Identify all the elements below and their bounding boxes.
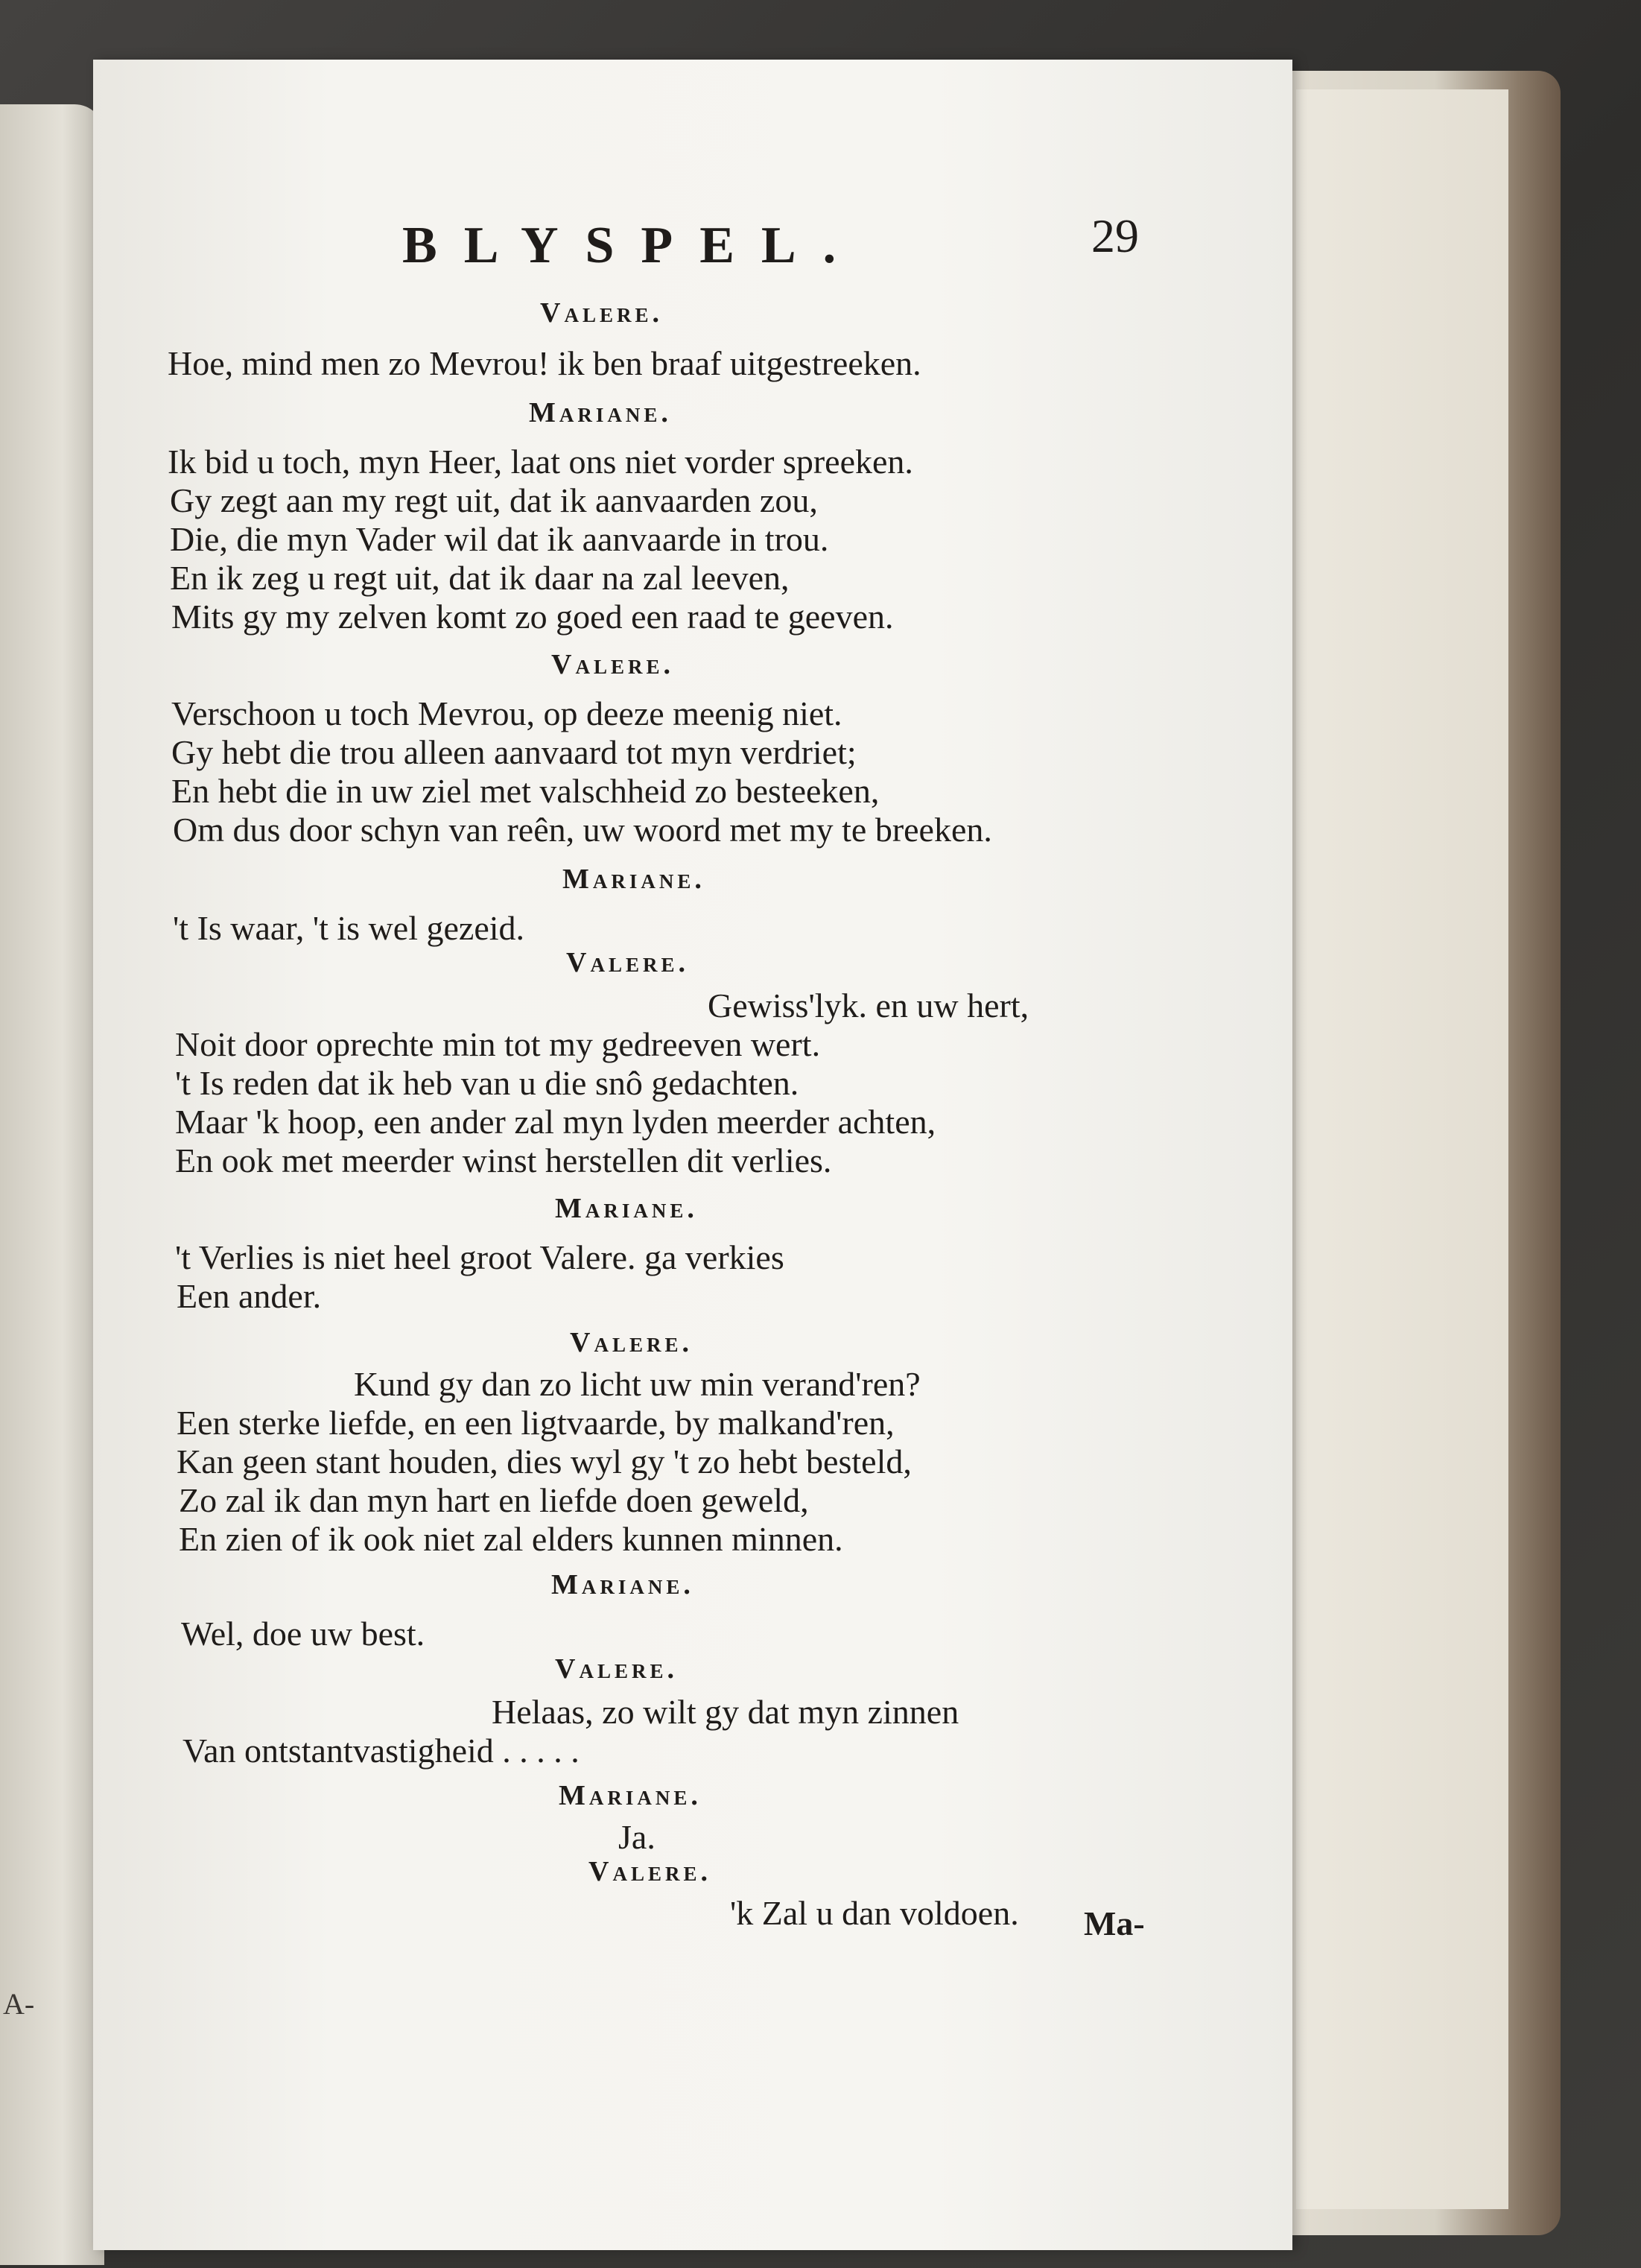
verse-line: 't Verlies is niet heel groot Valere. ga verkies [175, 1238, 784, 1276]
verse-line: En zien of ik ook niet zal elders kunnen minnen. [179, 1520, 843, 1558]
verse-line: Een ander. [177, 1277, 322, 1315]
verse-line: Gy hebt die trou alleen aanvaard tot myn verdriet; [171, 733, 857, 771]
verse-line: 't Is waar, 't is wel gezeid. [173, 909, 525, 947]
speaker-heading: Valere. [555, 1653, 678, 1685]
left-page-fragment: A- [3, 1987, 35, 2021]
verse-line: Noit door oprechte min tot my gedreeven wert. [175, 1025, 821, 1063]
catchword: Ma- [1084, 1904, 1145, 1942]
verse-line: 't Is reden dat ik heb van u die snô gedachten. [175, 1064, 799, 1102]
verse-line: Kan geen stant houden, dies wyl gy 't zo hebt besteld, [177, 1442, 912, 1480]
speaker-heading: Mariane. [562, 864, 705, 895]
verse-line: Maar 'k hoop, een ander zal myn lyden meerder achten, [175, 1103, 936, 1141]
verse-line: En ook met meerder winst herstellen dit verlies. [175, 1141, 832, 1179]
verse-line: Ik bid u toch, myn Heer, laat ons niet vorder spreeken. [168, 443, 913, 481]
verse-line: Ja. [618, 1818, 656, 1856]
speaker-heading: Valere. [566, 947, 689, 978]
left-page-edge [0, 104, 104, 2265]
speaker-heading: Valere. [588, 1856, 711, 1887]
verse-line: Een sterke liefde, en een ligtvaarde, by malkand'ren, [177, 1404, 895, 1442]
book-page [93, 60, 1292, 2250]
speaker-heading: Mariane. [529, 397, 672, 428]
speaker-heading: Valere. [551, 649, 674, 680]
verse-line: Gewiss'lyk. en uw hert, [708, 986, 1029, 1024]
speaker-heading: Valere. [570, 1327, 693, 1358]
verse-line: Gy zegt aan my regt uit, dat ik aanvaarden zou, [170, 481, 818, 519]
verse-line: Helaas, zo wilt gy dat myn zinnen [492, 1693, 959, 1731]
speaker-heading: Mariane. [559, 1780, 702, 1811]
verse-line: Mits gy my zelven komt zo goed een raad te geeven. [171, 598, 894, 636]
right-page-inner [1296, 89, 1508, 2209]
verse-line: Verschoon u toch Mevrou, op deeze meenig niet. [171, 694, 842, 732]
verse-line: Wel, doe uw best. [181, 1615, 425, 1653]
verse-line: Hoe, mind men zo Mevrou! ik ben braaf uitgestreeken. [168, 344, 921, 382]
verse-line: En ik zeg u regt uit, dat ik daar na zal leeven, [170, 559, 790, 597]
verse-line: Zo zal ik dan myn hart en liefde doen geweld, [179, 1481, 809, 1519]
verse-line: En hebt die in uw ziel met valschheid zo besteeken, [171, 772, 880, 810]
running-title: BLYSPEL. [402, 217, 863, 274]
verse-line: Om dus door schyn van reên, uw woord met my te breeken. [173, 811, 992, 849]
verse-line: Die, die myn Vader wil dat ik aanvaarde in trou. [170, 520, 829, 558]
speaker-heading: Valere. [540, 297, 663, 329]
verse-line: Van ontstantvastigheid . . . . . [182, 1732, 580, 1770]
page-number: 29 [1091, 209, 1139, 262]
verse-line: 'k Zal u dan voldoen. [730, 1894, 1019, 1932]
speaker-heading: Mariane. [551, 1569, 694, 1600]
speaker-heading: Mariane. [555, 1193, 698, 1224]
verse-line: Kund gy dan zo licht uw min verand'ren? [354, 1365, 921, 1403]
